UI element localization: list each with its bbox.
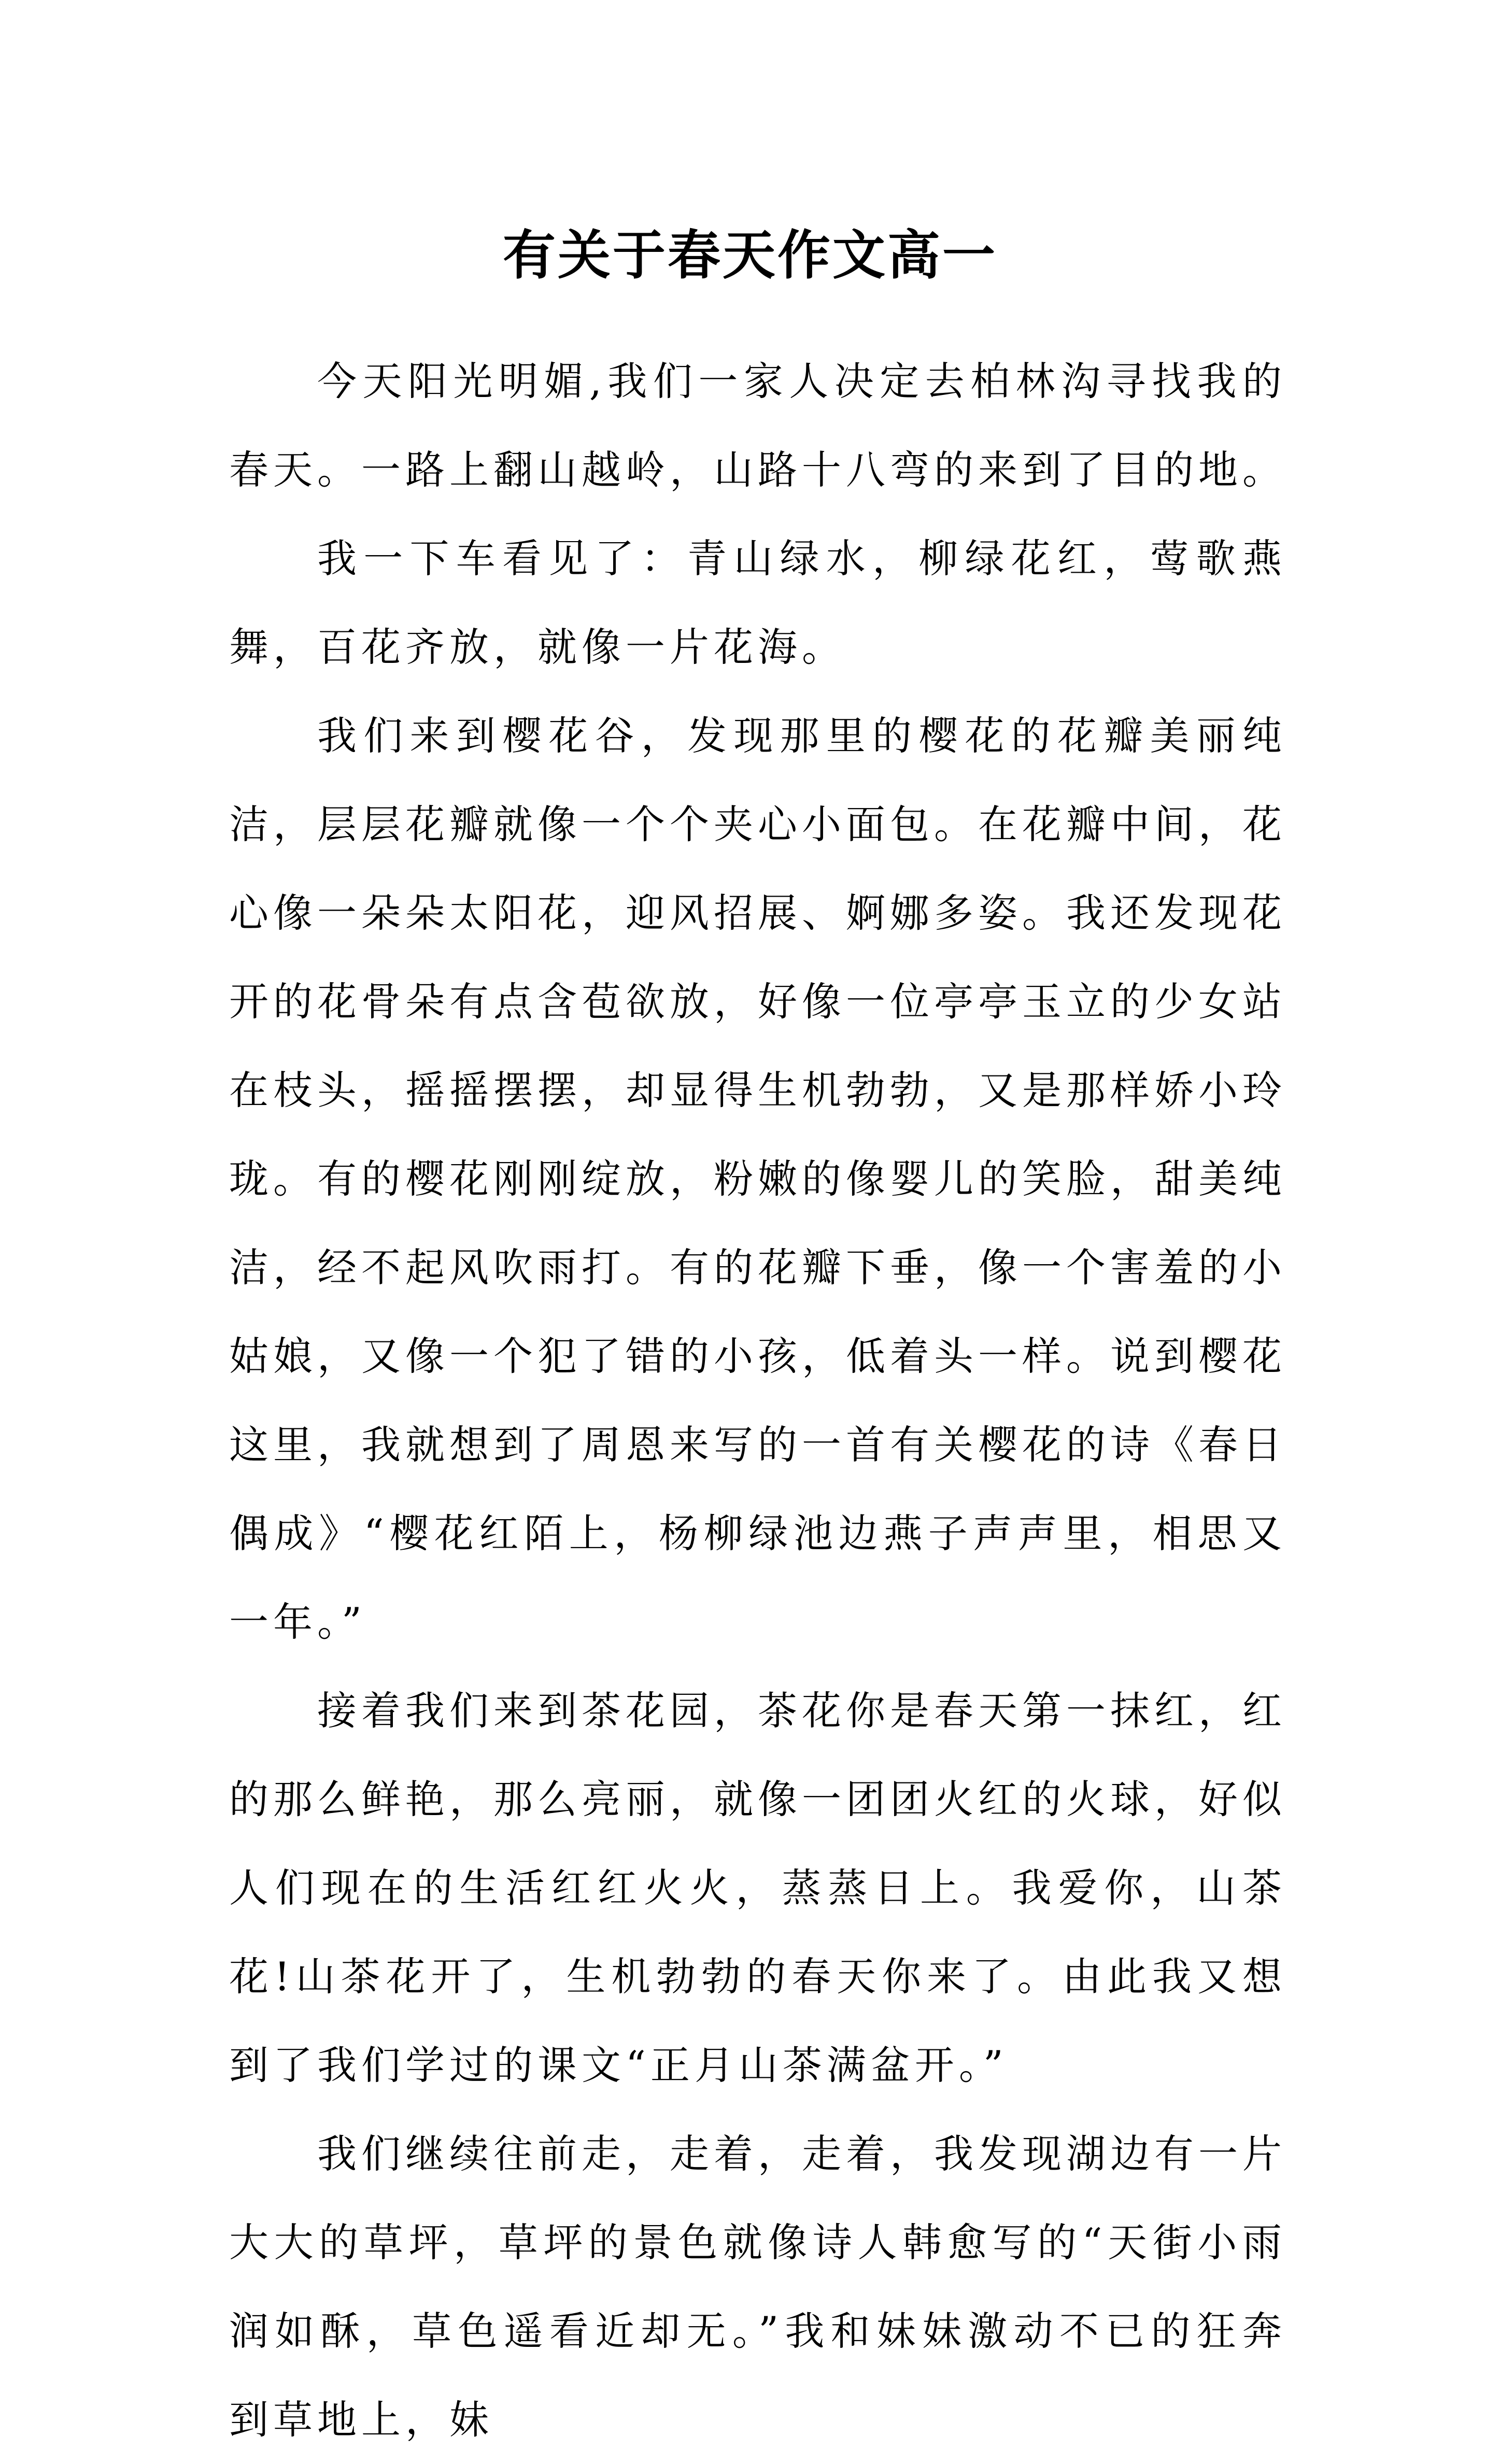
paragraph: 我们来到樱花谷，发现那里的樱花的花瓣美丽纯洁，层层花瓣就像一个个夹心小面包。在花瓣中间，花心像一朵朵太阳花，迎风招展、婀娜多姿。我还发现花开的花骨朵有点含苞欲放，好像一位亭亭玉立的少女站在枝头，摇摇摆摆，却显得生机勃勃，又是那样娇小玲珑。有的樱花刚刚绽放，粉嫩的像婴儿的笑脸，甜美纯洁，经不起风吹雨打。有的花瓣下垂，像一个害羞的小姑娘，又像一个犯了错的小孩，低着头一样。说到樱花这里，我就想到了周恩来写的一首有关樱花的诗《春日偶成》“樱花红陌上，杨柳绿池边燕子声声里，相思又一年。”	[229, 713, 1286, 1645]
paragraph: 接着我们来到茶花园，茶花你是春天第一抹红，红的那么鲜艳，那么亮丽，就像一团团火红的火球，好似人们现在的生活红红火火，蒸蒸日上。我爱你，山茶花!山茶花开了，生机勃勃的春天你来了。由此我又想到了我们学过的课文“正月山茶满盆开。”	[229, 1688, 1286, 2088]
paragraph: 今天阳光明媚,我们一家人决定去柏林沟寻找我的春天。一路上翻山越岭，山路十八弯的来到了目的地。	[229, 358, 1286, 493]
document-title: 有关于春天作文高一	[503, 224, 997, 287]
document-body	[229, 337, 1286, 2464]
paragraph: 我们继续往前走，走着，走着，我发现湖边有一片大大的草坪，草坪的景色就像诗人韩愈写的“天街小雨润如酥，草色遥看近却无。”我和妹妹激动不已的狂奔到草地上，妹	[229, 2131, 1286, 2443]
paragraph: 我一下车看见了：青山绿水，柳绿花红，莺歌燕舞，百花齐放，就像一片花海。	[229, 535, 1286, 670]
